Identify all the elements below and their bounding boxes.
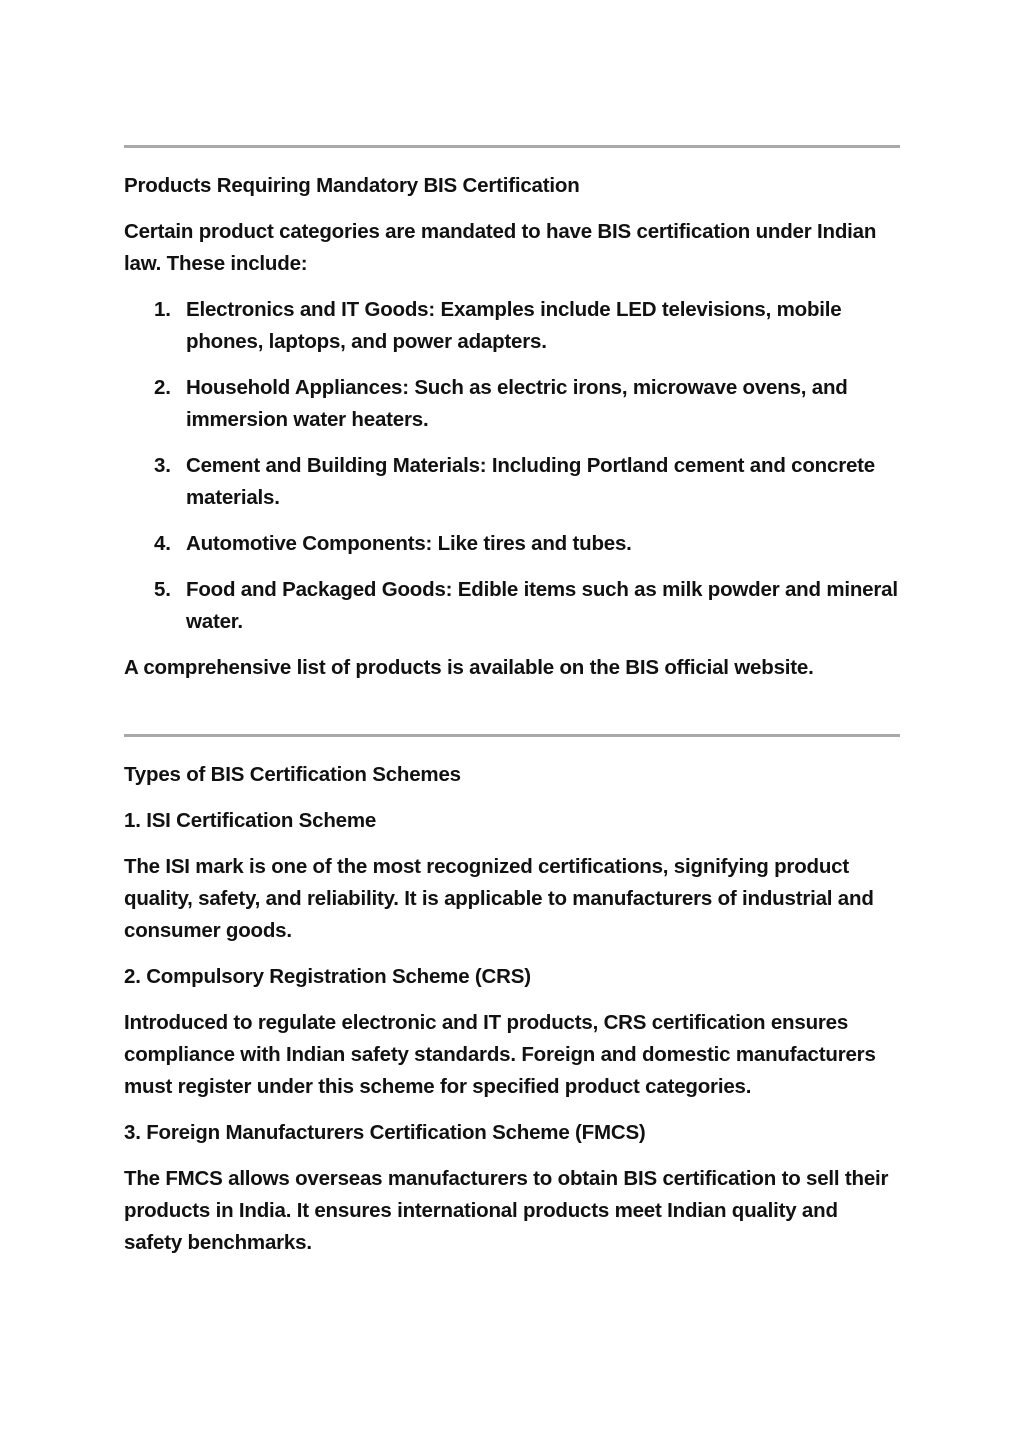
scheme-heading-isi: 1. ISI Certification Scheme <box>124 809 377 832</box>
scheme-heading-crs: 2. Compulsory Registration Scheme (CRS) <box>124 965 531 988</box>
list-item-number: 5. <box>154 578 171 601</box>
scheme-body-isi: The ISI mark is one of the most recognized certifications, signifying product quality, safety, and reliability. It is applicable to manufacturers of industrial and consumer goods. <box>124 855 874 942</box>
list-item <box>124 294 900 358</box>
section-heading-mandatory-products: Products Requiring Mandatory BIS Certification <box>124 174 580 197</box>
list-item <box>124 528 900 560</box>
list-item-number: 2. <box>154 376 171 399</box>
scheme-heading-fmcs: 3. Foreign Manufacturers Certification Scheme (FMCS) <box>124 1121 646 1144</box>
list-item-number: 3. <box>154 454 171 477</box>
list-item-number: 4. <box>154 532 171 555</box>
product-category-list <box>124 294 900 638</box>
outro-paragraph: A comprehensive list of products is available on the BIS official website. <box>124 656 814 679</box>
list-item-text: Household Appliances: Such as electric irons, microwave ovens, and immersion water heaters. <box>186 376 848 431</box>
divider <box>124 145 900 148</box>
document-page <box>124 0 900 1259</box>
intro-paragraph: Certain product categories are mandated to have BIS certification under Indian law. These include: <box>124 220 877 275</box>
divider <box>124 734 900 737</box>
list-item-text: Electronics and IT Goods: Examples include LED televisions, mobile phones, laptops, and power adapters. <box>186 298 842 353</box>
list-item <box>124 372 900 436</box>
scheme-body-fmcs: The FMCS allows overseas manufacturers to obtain BIS certification to sell their products in India. It ensures international products meet Indian quality and safety benchmarks. <box>124 1167 889 1254</box>
list-item <box>124 574 900 638</box>
list-item-text: Automotive Components: Like tires and tubes. <box>186 532 632 555</box>
scheme-body-crs: Introduced to regulate electronic and IT products, CRS certification ensures compliance with Indian safety standards. Foreign and domestic manufacturers must register under this scheme for specified product categories. <box>124 1011 876 1098</box>
section-heading-certification-schemes: Types of BIS Certification Schemes <box>124 763 461 786</box>
list-item-text: Food and Packaged Goods: Edible items such as milk powder and mineral water. <box>186 578 898 633</box>
list-item <box>124 450 900 514</box>
list-item-text: Cement and Building Materials: Including Portland cement and concrete materials. <box>186 454 875 509</box>
list-item-number: 1. <box>154 298 171 321</box>
